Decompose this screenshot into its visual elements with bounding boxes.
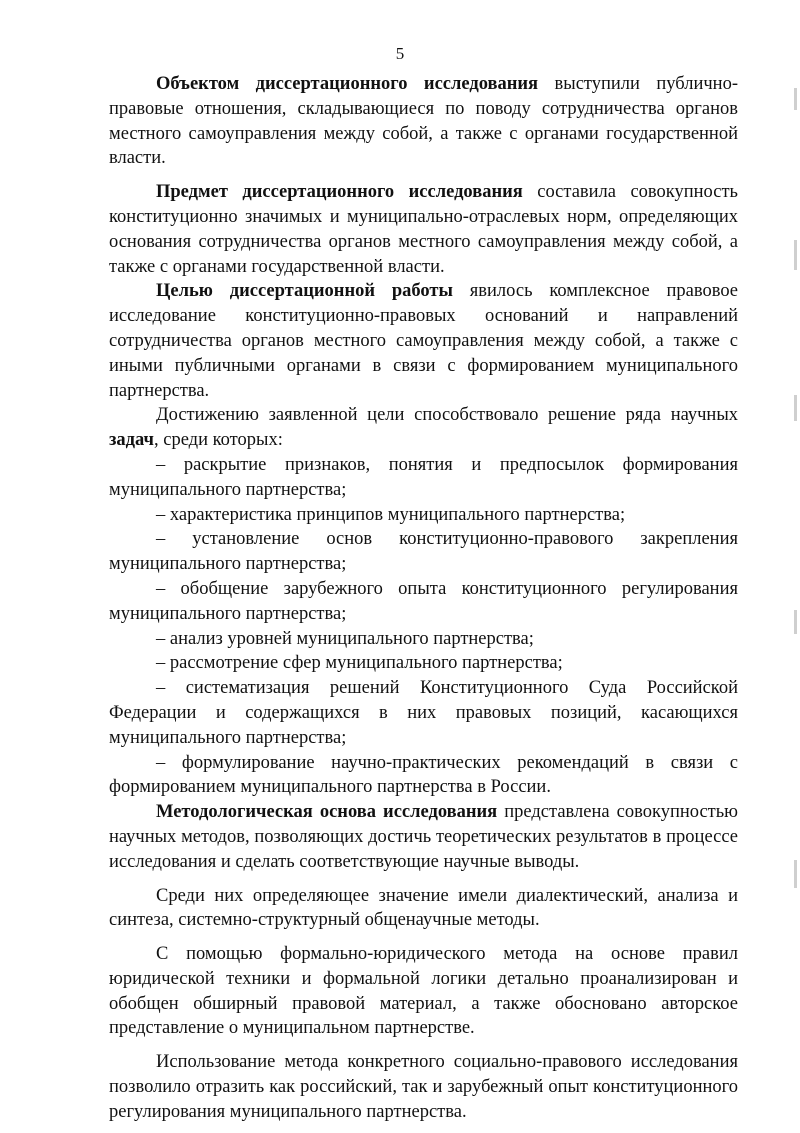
scan-edge-mark bbox=[794, 240, 797, 270]
scan-edge-mark bbox=[794, 88, 797, 110]
scan-edge-mark bbox=[794, 610, 797, 634]
scan-edge-mark bbox=[794, 395, 797, 421]
term-methodology: Методологическая основа исследования bbox=[156, 802, 498, 823]
paragraph-subject bbox=[109, 180, 738, 279]
paragraph-goal bbox=[109, 279, 738, 403]
paragraph-text: выступили публично-правовые отношения, складывающиеся по поводу сотрудничества органов местного самоуправления между собой, а также с органами государственной власти. bbox=[109, 74, 738, 169]
paragraph-methodology bbox=[109, 800, 738, 874]
paragraph-text: Достижению заявленной цели способствовало решение ряда научных bbox=[156, 405, 738, 426]
scan-edge-mark bbox=[794, 860, 797, 888]
task-item: – обобщение зарубежного опыта конституционного регулирования муниципального партнерства; bbox=[109, 578, 738, 624]
paragraph-social-legal: Использование метода конкретного социально-правового исследования позволило отразить как российский, так и зарубежный опыт конституционного регулирования муниципального партнерства. bbox=[109, 1052, 738, 1122]
document-body bbox=[109, 72, 738, 1125]
paragraph-text: явилось комплексное правовое исследование конституционно-правовых оснований и направлений сотрудничества органов местного самоуправления между собой, а также с иными публичными органами в связи с формированием муниципального партнерства. bbox=[109, 281, 739, 401]
paragraph-methods: Среди них определяющее значение имели диалектический, анализа и синтеза, системно-структурный общенаучные методы. bbox=[109, 885, 738, 931]
task-item: – анализ уровней муниципального партнерства; bbox=[156, 628, 534, 649]
paragraph-formal-legal: С помощью формально-юридического метода на основе правил юридической техники и формальной логики детально проанализирован и обобщен обширный правовой материал, а также обосновано авторское представление о муниципальном партнерстве. bbox=[109, 944, 738, 1039]
task-item: – систематизация решений Конституционного Суда Российской Федерации и содержащихся в них правовых позиций, касающихся муниципального партнерства; bbox=[109, 678, 738, 748]
paragraph-tasks-intro bbox=[109, 403, 738, 453]
term-object: Объектом диссертационного исследования bbox=[156, 74, 539, 94]
term-tasks: задач bbox=[109, 430, 154, 451]
task-item: – характеристика принципов муниципального партнерства; bbox=[156, 504, 626, 525]
task-item: – установление основ конституционно-правового закрепления муниципального партнерства; bbox=[109, 529, 738, 575]
page-number: 5 bbox=[395, 44, 405, 63]
term-subject: Предмет диссертационного исследования bbox=[156, 182, 523, 203]
paragraph-text: составила совокупность конституционно значимых и муниципально-отраслевых норм, определяющих основания сотрудничества органов местного самоуправления между собой, а также с органами государственной власти. bbox=[109, 182, 738, 277]
task-item: – раскрытие признаков, понятия и предпосылок формирования муниципального партнерства; bbox=[109, 454, 738, 500]
paragraph-text: , среди которых: bbox=[154, 430, 283, 451]
term-goal: Целью диссертационной работы bbox=[156, 281, 453, 302]
task-item: – рассмотрение сфер муниципального партнерства; bbox=[156, 653, 563, 674]
task-item: – формулирование научно-практических рекомендаций в связи с формированием муниципального партнерства в России. bbox=[109, 752, 738, 798]
paragraph-text: представлена совокупностью научных методов, позволяющих достичь теоретических результатов в процессе исследования и сделать соответствующие научные выводы. bbox=[109, 802, 739, 872]
paragraph-object bbox=[109, 72, 738, 171]
